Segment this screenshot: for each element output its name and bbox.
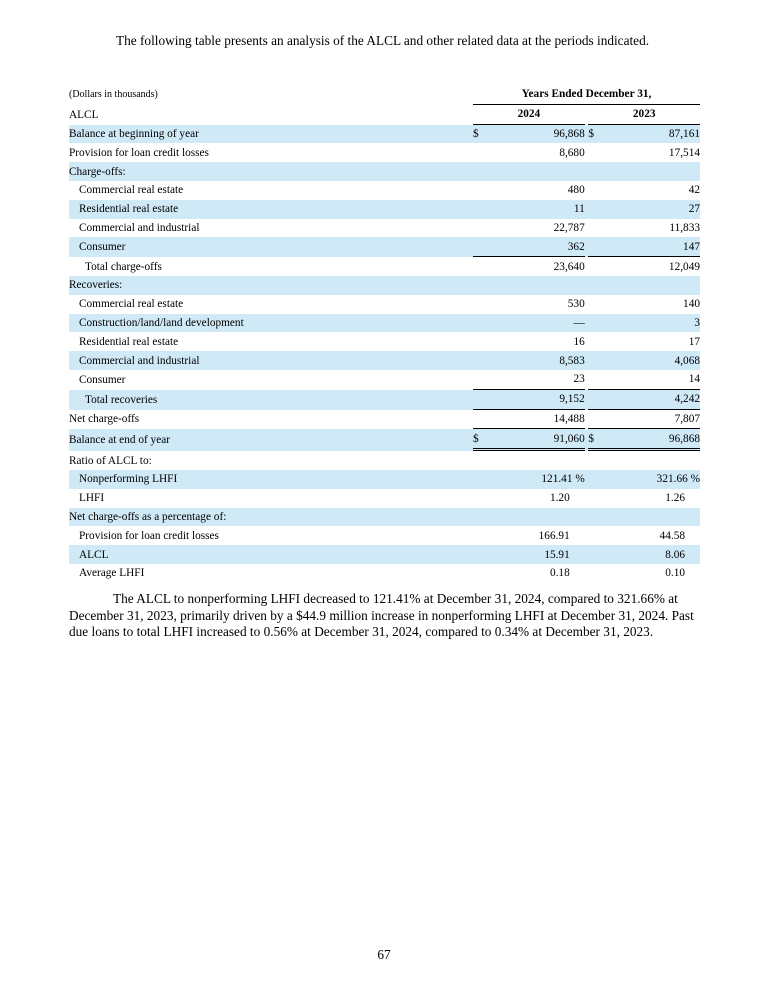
row-label: Total charge-offs xyxy=(85,260,162,273)
row-label: Charge-offs: xyxy=(69,162,469,181)
body-paragraph: The ALCL to nonperforming LHFI decreased to 121.41% at December 31, 2024, compared to 321.66% at December 31, 2023, primarily driven by a $44.9 million increase in nonperforming LHFI at December 31, 2024. Past due loans to total LHFI increased to 0.56% at December 31, 2024, compared to 0.34% at December 31, 2023. xyxy=(69,591,694,640)
value-2024: 91,060 xyxy=(488,429,585,451)
table-row xyxy=(69,219,700,238)
value-2024: 96,868 xyxy=(488,125,585,144)
row-label: Residential real estate xyxy=(69,200,469,219)
value-2023: 42 xyxy=(688,184,700,197)
table-row xyxy=(69,125,700,144)
total-row xyxy=(69,390,700,410)
row-label: Net charge-offs xyxy=(69,413,140,426)
row-label: Provision for loan credit losses xyxy=(79,529,219,542)
row-label: Nonperforming LHFI xyxy=(69,470,469,489)
row-label: Ratio of ALCL to: xyxy=(69,454,152,467)
total-row xyxy=(69,410,700,430)
value-2023: 96,868 xyxy=(604,429,700,451)
value-2024: 8,680 xyxy=(559,146,585,159)
header-row-units xyxy=(69,85,700,105)
column-header-2024: 2024 xyxy=(473,105,585,125)
value-2024: 23 xyxy=(488,370,585,390)
row-label: Commercial real estate xyxy=(79,184,184,197)
section-label: ALCL xyxy=(69,108,99,121)
value-2024: 480 xyxy=(567,184,585,197)
table-row xyxy=(69,200,700,219)
table-row xyxy=(69,181,700,200)
value-2023: 17 xyxy=(688,335,700,348)
value-2024: 11 xyxy=(488,200,585,219)
value-2023: 321.66 % xyxy=(604,470,700,489)
value-2024: 121.41 % xyxy=(488,470,585,489)
table-row xyxy=(69,545,700,564)
row-label: Consumer xyxy=(79,373,126,386)
period-header: Years Ended December 31, xyxy=(473,85,700,105)
value-2023: 8.06 xyxy=(604,545,700,564)
currency-symbol: $ xyxy=(588,429,603,451)
value-2023: 140 xyxy=(683,298,700,311)
page-number: 67 xyxy=(377,947,391,962)
row-label: Total recoveries xyxy=(69,390,469,410)
value-2023: 44.58 xyxy=(659,529,685,542)
section-row xyxy=(69,162,700,181)
value-2023: 147 xyxy=(604,237,700,257)
section-row xyxy=(69,451,700,470)
section-row xyxy=(69,508,700,527)
value-2024: 8,583 xyxy=(488,351,585,370)
currency-symbol: $ xyxy=(473,125,488,144)
value-2024: 23,640 xyxy=(553,260,585,273)
table-row xyxy=(69,470,700,489)
value-2023: 0.10 xyxy=(665,567,685,580)
row-label: Recoveries: xyxy=(69,276,469,295)
row-label: LHFI xyxy=(79,492,105,505)
row-label: Average LHFI xyxy=(79,567,145,580)
value-2024: 15.91 xyxy=(488,545,585,564)
value-2023: 12,049 xyxy=(668,260,700,273)
row-label: Commercial and industrial xyxy=(79,221,200,234)
table-row xyxy=(69,564,700,583)
table-row xyxy=(69,351,700,370)
value-2023: 3 xyxy=(604,314,700,333)
value-2024: 22,787 xyxy=(553,221,585,234)
value-2024: 530 xyxy=(567,298,585,311)
row-label: Provision for loan credit losses xyxy=(69,146,209,159)
section-row xyxy=(69,276,700,295)
table-row xyxy=(69,143,700,162)
value-2023: 14 xyxy=(604,370,700,390)
row-label: Balance at beginning of year xyxy=(69,125,469,144)
row-label: Commercial real estate xyxy=(79,298,184,311)
value-2023: 11,833 xyxy=(669,221,700,234)
row-label: Construction/land/land development xyxy=(69,314,469,333)
table-row xyxy=(69,295,700,314)
currency-symbol: $ xyxy=(588,125,603,144)
table-row xyxy=(69,332,700,351)
table-row xyxy=(69,489,700,508)
value-2023: 87,161 xyxy=(604,125,700,144)
percent-symbol: % xyxy=(690,473,700,486)
intro-text: The following table presents an analysis of the ALCL and other related data at the periods indicated. xyxy=(116,33,650,48)
table-row xyxy=(69,237,700,257)
column-header-2023: 2023 xyxy=(588,105,700,125)
value-2023: 4,242 xyxy=(604,390,700,410)
value-2024: 14,488 xyxy=(488,410,585,430)
row-label: Net charge-offs as a percentage of: xyxy=(69,508,469,527)
value-2023: 7,807 xyxy=(604,410,700,430)
value-2023: 27 xyxy=(604,200,700,219)
value-2024: 1.20 xyxy=(549,492,570,505)
value-2024: 0.18 xyxy=(549,567,570,580)
value-2024: 9,152 xyxy=(488,390,585,410)
value-2024: 16 xyxy=(573,335,585,348)
row-label: Commercial and industrial xyxy=(69,351,469,370)
unit-note: (Dollars in thousands) xyxy=(69,89,158,101)
value-2024: 362 xyxy=(488,237,585,257)
value-2024: 166.91 xyxy=(538,529,570,542)
header-row-years xyxy=(69,105,700,125)
table-row xyxy=(69,526,700,545)
row-label: ALCL xyxy=(69,545,469,564)
value-2023: 17,514 xyxy=(668,146,700,159)
row-label: Balance at end of year xyxy=(69,429,469,451)
table-row xyxy=(69,314,700,333)
row-label: Consumer xyxy=(69,237,469,257)
total-row xyxy=(69,257,700,276)
alcl-analysis-table xyxy=(69,85,700,583)
percent-symbol: % xyxy=(575,473,585,486)
row-label: Residential real estate xyxy=(79,335,179,348)
value-2023: 1.26 xyxy=(665,492,685,505)
total-row xyxy=(69,429,700,451)
value-2024: — xyxy=(488,314,585,333)
currency-symbol: $ xyxy=(473,429,488,451)
value-2023: 4,068 xyxy=(604,351,700,370)
table-row xyxy=(69,370,700,390)
